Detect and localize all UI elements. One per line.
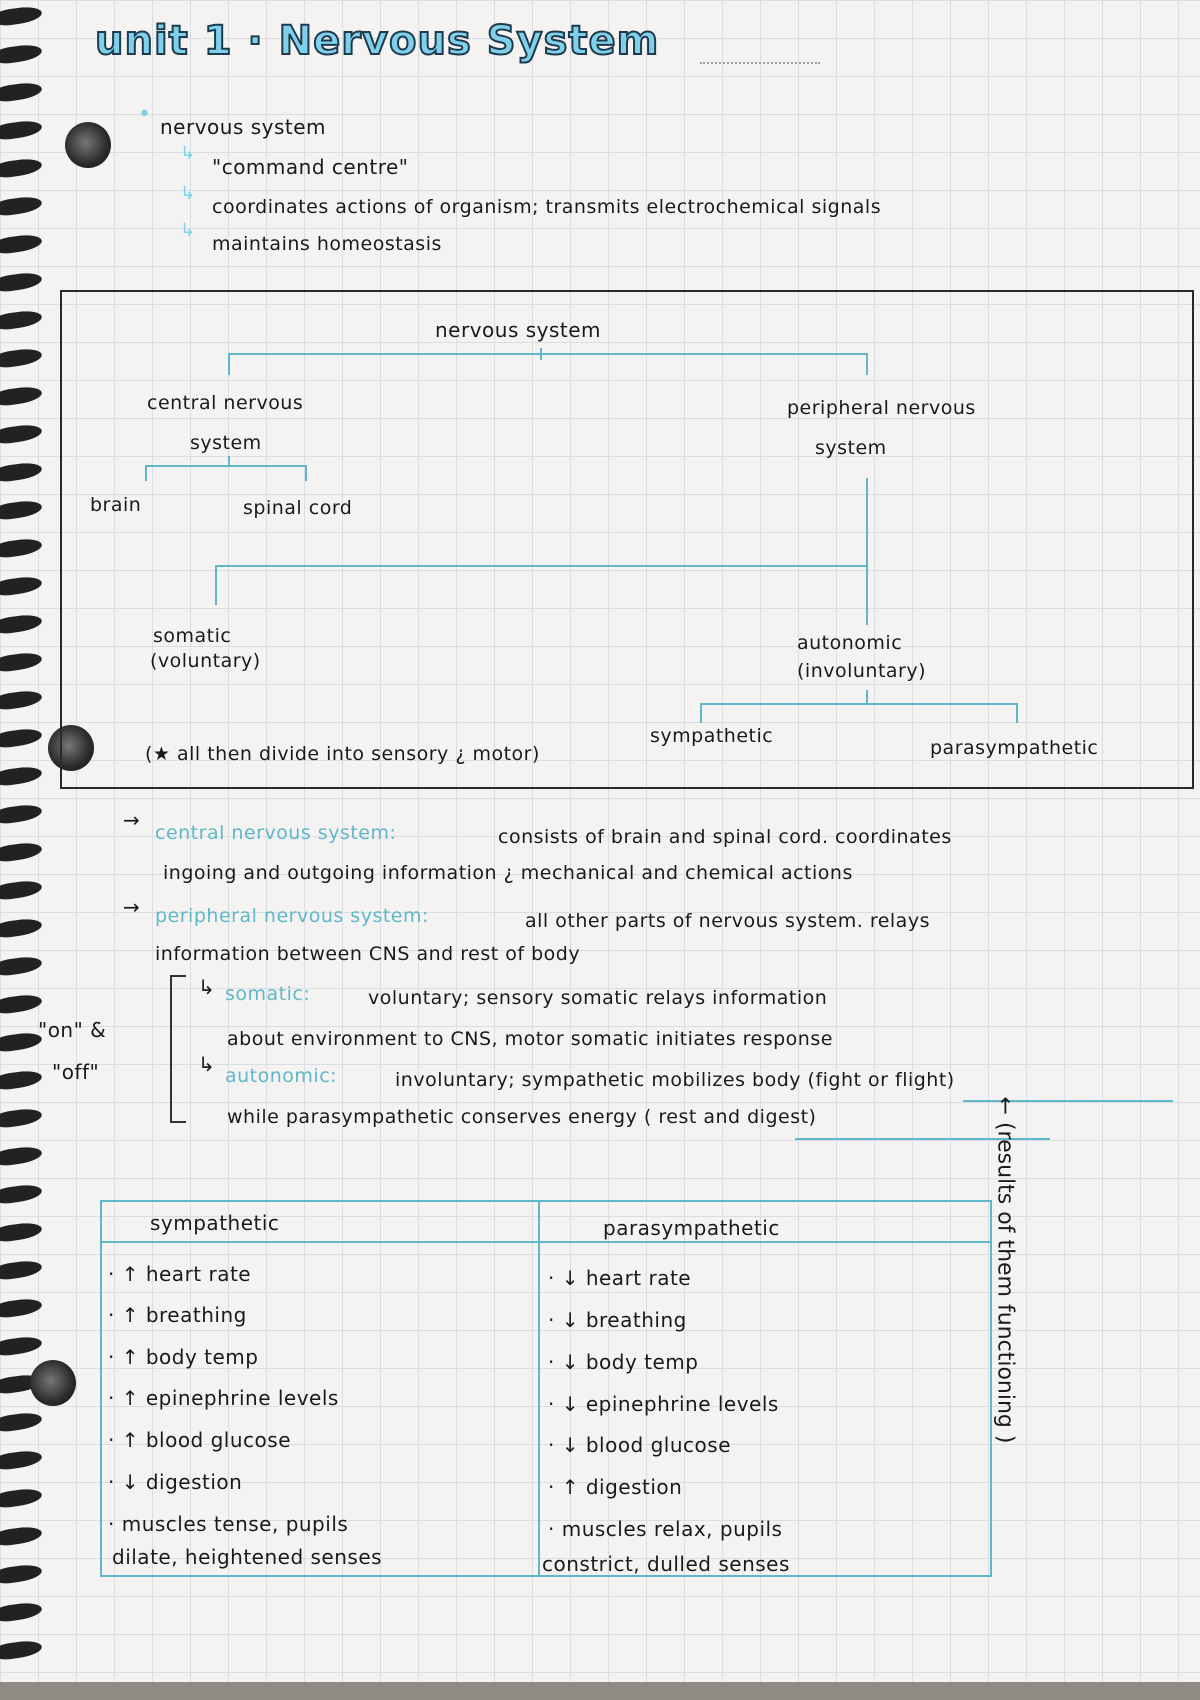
table-cell: · ↓ epinephrine levels bbox=[548, 1392, 779, 1416]
connector-line bbox=[228, 353, 868, 355]
somatic-label: (voluntary) bbox=[150, 650, 261, 672]
connector-line bbox=[228, 353, 230, 375]
bracket bbox=[170, 975, 186, 1123]
spiral-ring bbox=[0, 1449, 43, 1472]
spiral-ring bbox=[0, 1335, 43, 1358]
autonomic-text: while parasympathetic conserves energy ( rest and digest) bbox=[227, 1106, 817, 1128]
somatic-text: voluntary; sensory somatic relays information bbox=[368, 987, 828, 1009]
spiral-ring bbox=[0, 841, 43, 864]
hook-arrow-icon: ↳ bbox=[198, 1052, 216, 1076]
table-cell: · ↑ heart rate bbox=[108, 1262, 252, 1286]
pns-label: system bbox=[815, 437, 887, 459]
hook-arrow-icon: ↳ bbox=[180, 220, 196, 241]
spiral-ring bbox=[0, 5, 43, 28]
spiral-ring bbox=[0, 81, 43, 104]
side-note: ← (results of them functioning ) bbox=[992, 1096, 1018, 1444]
spiral-ring bbox=[0, 651, 43, 674]
spiral-ring bbox=[0, 119, 43, 142]
spiral-ring bbox=[0, 195, 43, 218]
table-cell: · ↓ digestion bbox=[108, 1470, 243, 1494]
title-dots bbox=[700, 62, 820, 64]
table-header: sympathetic bbox=[150, 1211, 280, 1235]
table-cell: · ↑ blood glucose bbox=[108, 1428, 291, 1452]
spiral-ring bbox=[0, 765, 43, 788]
spiral-ring bbox=[0, 309, 43, 332]
spiral-ring bbox=[0, 1221, 43, 1244]
spiral-ring bbox=[0, 1297, 43, 1320]
spiral-ring bbox=[0, 1601, 43, 1624]
spiral-ring bbox=[0, 499, 43, 522]
spiral-ring bbox=[0, 1563, 43, 1586]
spiral-ring bbox=[0, 1259, 43, 1282]
hook-arrow-icon: ↳ bbox=[198, 975, 216, 999]
spiral-ring bbox=[0, 157, 43, 180]
spiral-ring bbox=[0, 1107, 43, 1130]
spiral-ring bbox=[0, 917, 43, 940]
connector-line bbox=[700, 703, 702, 723]
table-cell: · ↑ breathing bbox=[108, 1303, 247, 1327]
somatic-term: somatic: bbox=[225, 983, 311, 1005]
cns-text: ingoing and outgoing information ¿ mechanical and chemical actions bbox=[163, 862, 853, 884]
connector-line bbox=[145, 465, 307, 467]
punch-hole bbox=[30, 1360, 76, 1406]
somatic-text: about environment to CNS, motor somatic initiates response bbox=[227, 1028, 833, 1050]
connector-line bbox=[305, 465, 307, 481]
spiral-ring bbox=[0, 423, 43, 446]
on-off-note: "off" bbox=[52, 1060, 100, 1084]
spiral-ring bbox=[0, 879, 43, 902]
connector-line bbox=[215, 565, 868, 567]
spiral-ring bbox=[0, 1487, 43, 1510]
autonomic-term: autonomic: bbox=[225, 1065, 338, 1087]
hook-arrow-icon: ↳ bbox=[180, 143, 196, 164]
page-title: unit 1 · Nervous System bbox=[95, 18, 660, 64]
table-cell: · ↓ breathing bbox=[548, 1308, 687, 1332]
hook-arrow-icon: ↳ bbox=[180, 183, 196, 204]
spiral-ring bbox=[0, 461, 43, 484]
spiral-ring bbox=[0, 689, 43, 712]
spiral-ring bbox=[0, 1525, 43, 1548]
intro-point: "command centre" bbox=[212, 155, 409, 179]
autonomic-label: (involuntary) bbox=[797, 660, 927, 682]
pns-text: all other parts of nervous system. relays bbox=[525, 910, 930, 932]
cns-text: consists of brain and spinal cord. coordinates bbox=[498, 826, 952, 848]
parasympathetic-label: parasympathetic bbox=[930, 737, 1099, 759]
table-cell: constrict, dulled senses bbox=[542, 1552, 790, 1576]
pns-text: information between CNS and rest of body bbox=[155, 943, 581, 965]
cns-term: central nervous system: bbox=[155, 822, 397, 844]
connector-line bbox=[866, 353, 868, 375]
spiral-ring bbox=[0, 347, 43, 370]
table-cell: · muscles relax, pupils bbox=[548, 1517, 783, 1541]
table-cell: · ↓ heart rate bbox=[548, 1266, 692, 1290]
spiral-ring bbox=[0, 803, 43, 826]
diagram-box bbox=[60, 290, 1194, 789]
spiral-ring bbox=[0, 43, 43, 66]
cns-label: system bbox=[190, 432, 262, 454]
connector-line bbox=[866, 565, 868, 625]
spiral-ring bbox=[0, 575, 43, 598]
spiral-ring bbox=[0, 271, 43, 294]
arrow-icon: → bbox=[123, 808, 141, 832]
spiral-ring bbox=[0, 1069, 43, 1092]
somatic-label: somatic bbox=[153, 625, 232, 647]
diagram-note: (★ all then divide into sensory ¿ motor) bbox=[145, 743, 540, 765]
spiral-ring bbox=[0, 727, 43, 750]
cns-label: central nervous bbox=[147, 392, 304, 414]
page-edge bbox=[0, 1682, 1200, 1700]
connector-line bbox=[700, 703, 1018, 705]
spiral-ring bbox=[0, 1031, 43, 1054]
on-off-note: "on" & bbox=[38, 1018, 107, 1042]
pns-label: peripheral nervous bbox=[787, 397, 976, 419]
connector-line bbox=[866, 690, 868, 704]
spiral-ring bbox=[0, 1411, 43, 1434]
pns-term: peripheral nervous system: bbox=[155, 905, 429, 927]
autonomic-text: involuntary; sympathetic mobilizes body (fight or flight) bbox=[395, 1069, 955, 1091]
connector-line bbox=[145, 465, 147, 481]
intro-point: maintains homeostasis bbox=[212, 233, 442, 255]
intro-heading: nervous system bbox=[160, 115, 327, 139]
spiral-ring bbox=[0, 1639, 43, 1662]
connector-line bbox=[866, 478, 868, 568]
table-cell: dilate, heightened senses bbox=[112, 1545, 383, 1569]
punch-hole bbox=[65, 122, 111, 168]
spiral-ring bbox=[0, 955, 43, 978]
table-cell: · ↓ body temp bbox=[548, 1350, 699, 1374]
spiral-ring bbox=[0, 537, 43, 560]
table-header: parasympathetic bbox=[603, 1216, 780, 1240]
table-cell: · ↑ epinephrine levels bbox=[108, 1386, 339, 1410]
brain-label: brain bbox=[90, 494, 142, 516]
table-cell: · ↑ body temp bbox=[108, 1345, 259, 1369]
table-cell: · ↑ digestion bbox=[548, 1475, 683, 1499]
arrow-icon: → bbox=[123, 895, 141, 919]
spiral-ring bbox=[0, 613, 43, 636]
table-cell: · muscles tense, pupils bbox=[108, 1512, 349, 1536]
table-cell: · ↓ blood glucose bbox=[548, 1433, 731, 1457]
autonomic-label: autonomic bbox=[797, 632, 903, 654]
sympathetic-label: sympathetic bbox=[650, 725, 774, 747]
spinal-cord-label: spinal cord bbox=[243, 497, 353, 519]
table-column-divider bbox=[538, 1200, 540, 1575]
connector-line bbox=[215, 565, 217, 605]
spiral-ring bbox=[0, 233, 43, 256]
diagram-root: nervous system bbox=[435, 318, 602, 342]
connector-line bbox=[228, 456, 230, 466]
table-header-divider bbox=[100, 1241, 990, 1243]
spiral-ring bbox=[0, 1145, 43, 1168]
spiral-ring bbox=[0, 1183, 43, 1206]
spiral-ring bbox=[0, 385, 43, 408]
spiral-ring bbox=[0, 993, 43, 1016]
connector-line bbox=[1016, 703, 1018, 723]
intro-point: coordinates actions of organism; transmits electrochemical signals bbox=[212, 196, 882, 218]
bullet-icon: • bbox=[138, 102, 151, 127]
